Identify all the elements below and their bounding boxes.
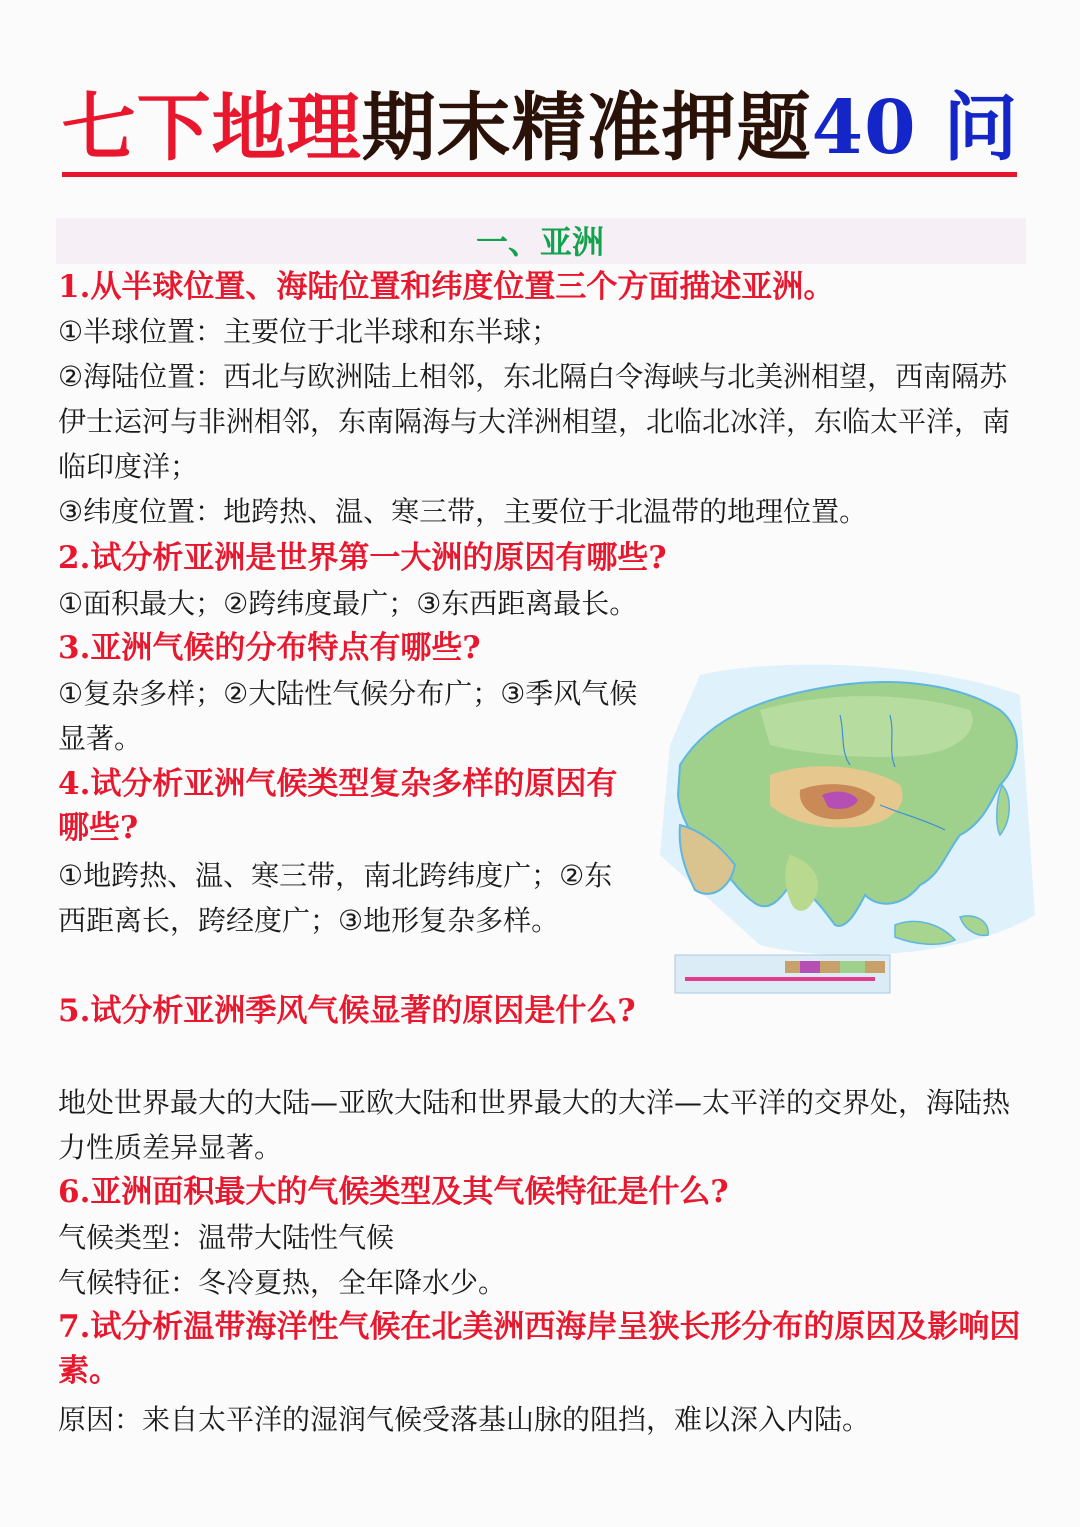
answer-1-line-1: ①半球位置：主要位于北半球和东半球； xyxy=(58,315,560,348)
title-part-1: 七下地理 xyxy=(61,85,362,171)
map-legend-high xyxy=(800,961,820,973)
answer-2: ①面积最大；②跨纬度最广；③东西距离最长。 xyxy=(58,587,638,620)
section-heading: 一、亚洲 xyxy=(475,223,604,261)
answer-3: ①复杂多样；②大陆性气候分布广；③季风气候显著。 xyxy=(58,677,638,755)
question-2: 2.试分析亚洲是世界第一大洲的原因有哪些? xyxy=(58,540,667,576)
question-1: 1.从半球位置、海陆位置和纬度位置三个方面描述亚洲。 xyxy=(58,269,835,305)
asia-topographic-map xyxy=(640,655,1040,1010)
map-legend-low xyxy=(840,961,865,973)
siberia-plain xyxy=(760,696,973,757)
answer-7: 原因：来自太平洋的湿润气候受落基山脉的阻挡，难以深入内陆。 xyxy=(58,1403,871,1436)
answer-1-line-3: ③纬度位置：地跨热、温、寒三带，主要位于北温带的地理位置。 xyxy=(58,495,868,528)
question-6: 6.亚洲面积最大的气候类型及其气候特征是什么? xyxy=(58,1174,729,1210)
answer-6-line-2: 气候特征：冬冷夏热，全年降水少。 xyxy=(58,1266,507,1299)
question-4: 4.试分析亚洲气候类型复杂多样的原因有哪些? xyxy=(58,766,618,846)
page-title xyxy=(0,78,1080,178)
question-3: 3.亚洲气候的分布特点有哪些? xyxy=(58,630,481,666)
title-part-2: 期末精准押题 xyxy=(361,85,812,171)
answer-1-line-2: ②海陆位置：西北与欧洲陆上相邻，东北隔白令海峡与北美洲相望，西南隔苏伊士运河与非洲相邻，东南隔海与大洋洲相望，北临北冰洋，东临太平洋，南临印度洋； xyxy=(58,360,1011,483)
answer-4: ①地跨热、温、寒三带，南北跨纬度广；②东西距离长，跨经度广；③地形复杂多样。 xyxy=(58,859,613,937)
title-underline xyxy=(62,172,1017,177)
question-7: 7.试分析温带海洋性气候在北美洲西海岸呈狭长形分布的原因及影响因素。 xyxy=(58,1309,1021,1389)
answer-6-line-1: 气候类型：温带大陆性气候 xyxy=(58,1221,395,1254)
map-scale-box xyxy=(675,955,890,993)
title-part-3: 40 问 xyxy=(811,85,1019,171)
question-5: 5.试分析亚洲季风气候显著的原因是什么? xyxy=(58,993,636,1029)
map-scale-bar xyxy=(685,977,875,981)
answer-5: 地处世界最大的大陆—亚欧大陆和世界最大的大洋—太平洋的交界处，海陆热力性质差异显著。 xyxy=(58,1086,1011,1164)
